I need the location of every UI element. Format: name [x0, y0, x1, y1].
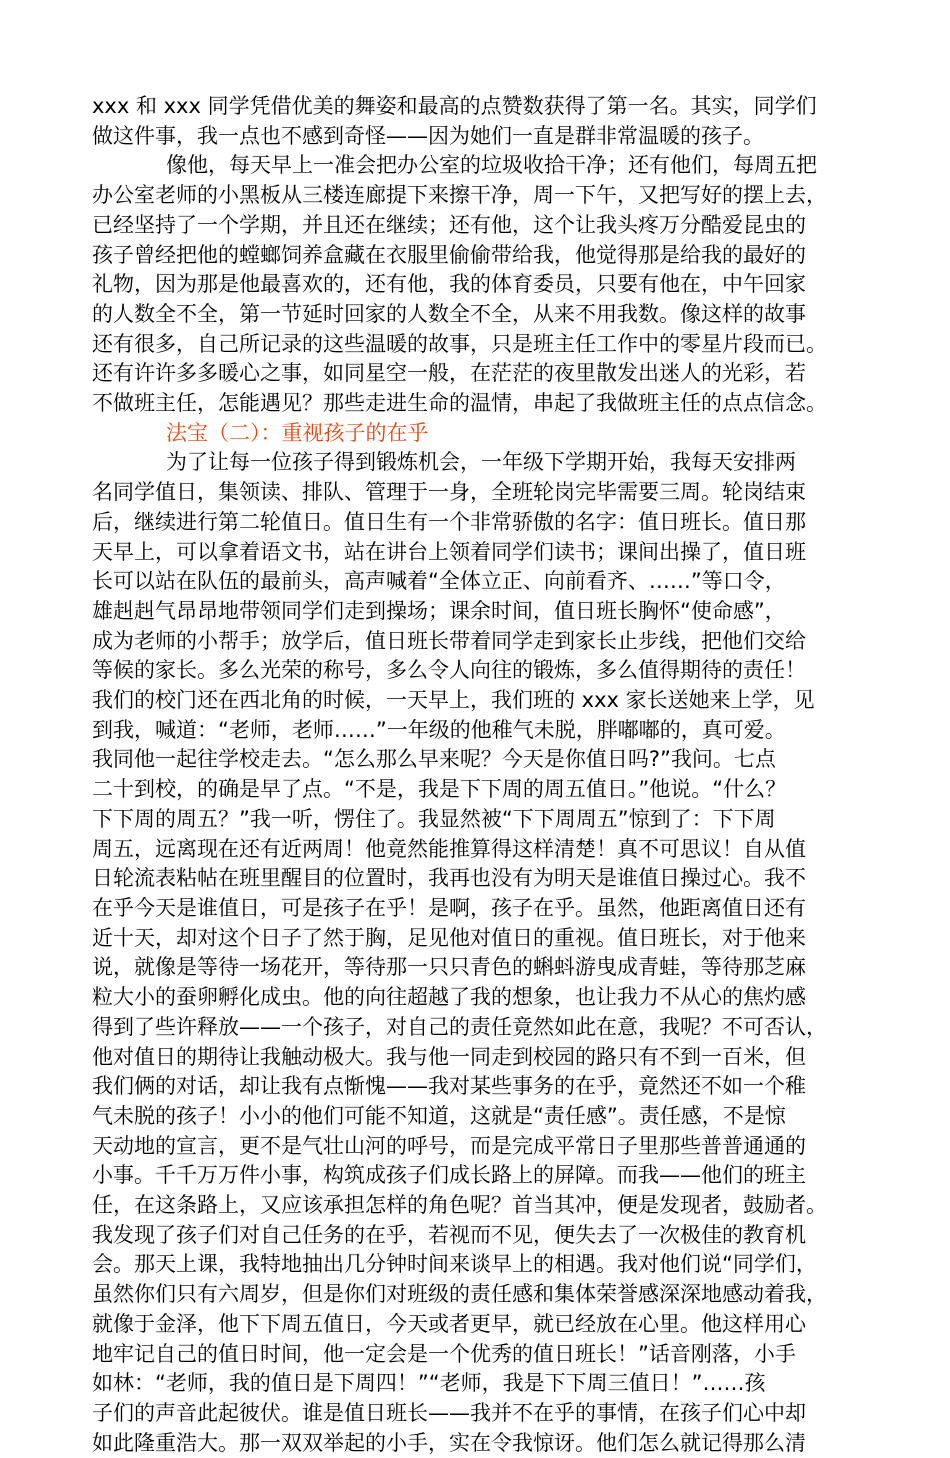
text-line: 我们俩的对话，却让我有点惭愧——我对某些事务的在乎，竟然还不如一个稚	[92, 1074, 806, 1099]
text-line: 就像于金泽，他下下周五值日，今天或者更早，就已经放在心里。他这样用心	[92, 1311, 806, 1336]
text-line: 办公室老师的小黑板从三楼连廊提下来擦干净，周一下午，又把写好的摆上去，	[92, 183, 827, 208]
text-line: 孩子曾经把他的螳螂饲养盒藏在衣服里偷偷带给我，他觉得那是给我的最好的	[92, 242, 806, 267]
text-line: 在乎今天是谁值日，可是孩子在乎！是啊，孩子在乎。虽然，他距离值日还有	[92, 895, 806, 920]
text-line: 还有许许多多暖心之事，如同星空一般，在茫茫的夜里散发出迷人的光彩，若	[92, 361, 806, 386]
text-line: 后，继续进行第二轮值日。值日生有一个非常骄傲的名字：值日班长。值日那	[92, 509, 806, 534]
text-line: 近十天，却对这个日子了然于胸，足见他对值日的重视。值日班长，对于他来	[92, 925, 806, 950]
text-line: 周五，远离现在还有近两周！他竟然能推算得这样清楚！真不可思议！自从值	[92, 836, 806, 861]
paragraph-1	[92, 92, 864, 151]
text-line: 礼物，因为那是他最喜欢的，还有他，我的体育委员，只要有他在，中午回家	[92, 272, 806, 297]
text-line: 还有很多，自己所记录的这些温暖的故事，只是班主任工作中的零星片段而已。	[92, 331, 827, 356]
paragraph-3	[92, 448, 864, 1458]
text-line: 等候的家长。多么光荣的称号，多么令人向往的锻炼，多么值得期待的责任！	[92, 658, 806, 683]
text-line: 为了让每一位孩子得到锻炼机会，一年级下学期开始，我每天安排两	[166, 450, 796, 475]
document-page	[92, 92, 864, 1458]
text-line: 小事。千千万万件小事，构筑成孩子们成长路上的屏障。而我——他们的班主	[92, 1163, 806, 1188]
text-line: 粒大小的蚕卵孵化成虫。他的向往超越了我的想象，也让我力不从心的焦灼感	[92, 985, 806, 1010]
text-line: 说，就像是等待一场花开，等待那一只只青色的蝌蚪游曳成青蛙，等待那芝麻	[92, 955, 806, 980]
text-line: 不做班主任，怎能遇见？那些走进生命的温情，串起了我做班主任的点点信念。	[92, 391, 827, 416]
paragraph-2	[92, 151, 864, 418]
section-heading: 法宝（二）：重视孩子的在乎	[166, 420, 429, 445]
text-line: 已经坚持了一个学期，并且还在继续；还有他，这个让我头疼万分酷爱昆虫的	[92, 212, 806, 237]
text-line: 如此隆重浩大。那一双双举起的小手，实在令我惊讶。他们怎么就记得那么清	[92, 1430, 806, 1455]
text-line: 雄赳赳气昂昂地带领同学们走到操场；课余时间，值日班长胸怀“使命感”，	[92, 598, 786, 623]
text-line: 我发现了孩子们对自己任务的在乎，若视而不见，便失去了一次极佳的教育机	[92, 1222, 806, 1247]
text-line: 地牢记自己的值日时间，他一定会是一个优秀的值日班长！”话音刚落，小手	[92, 1341, 796, 1366]
text-line: 他对值日的期待让我触动极大。我与他一同走到校园的路只有不到一百米，但	[92, 1044, 806, 1069]
text-line: 下下周的周五？”我一听，愣住了。我显然被“下下周周五”惊到了：下下周	[92, 806, 776, 831]
text-line: 会。那天上课，我特地抽出几分钟时间来谈早上的相遇。我对他们说“同学们，	[92, 1252, 817, 1277]
text-line: 长可以站在队伍的最前头，高声喊着“全体立正、向前看齐、……”等口令，	[92, 569, 786, 594]
text-line: 成为老师的小帮手；放学后，值日班长带着同学走到家长止步线，把他们交给	[92, 628, 806, 653]
text-line: 如林：“老师，我的值日是下周四！”“老师，我是下下周三值日！”……孩	[92, 1371, 766, 1396]
text-line: 气未脱的孩子！小小的他们可能不知道，这就是“责任感”。责任感，不是惊	[92, 1103, 786, 1128]
text-line: 虽然你们只有六周岁，但是你们对班级的责任感和集体荣誉感深深地感动着我，	[92, 1282, 827, 1307]
text-line: xxx 和 xxx 同学凭借优美的舞姿和最高的点赞数获得了第一名。其实，同学们	[92, 94, 817, 118]
text-line: 天早上，可以拿着语文书，站在讲台上领着同学们读书；课间出操了，值日班	[92, 539, 806, 564]
text-line: 名同学值日，集领读、排队、管理于一身，全班轮岗完毕需要三周。轮岗结束	[92, 480, 806, 505]
text-line: 日轮流表粘帖在班里醒目的位置时，我再也没有为明天是谁值日操过心。我不	[92, 866, 806, 891]
text-line: 到我，喊道：“老师，老师……”一年级的他稚气未脱，胖嘟嘟的，真可爱。	[92, 717, 786, 742]
text-line: 任，在这条路上，又应该承担怎样的角色呢？首当其冲，便是发现者，鼓励者。	[92, 1193, 827, 1218]
text-line: 我同他一起往学校走去。“怎么那么早来呢？今天是你值日吗?”我问。七点	[92, 747, 776, 772]
text-line: 二十到校，的确是早了点。“不是，我是下下周的周五值日。”他说。“什么？	[92, 777, 787, 802]
text-line: 我们的校门还在西北角的时候，一天早上，我们班的 xxx 家长送她来上学，见	[92, 688, 815, 713]
text-line: 的人数全不全，第一节延时回家的人数全不全，从来不用我数。像这样的故事	[92, 301, 806, 326]
text-line: 天动地的宣言，更不是气壮山河的呼号，而是完成平常日子里那些普普通通的	[92, 1133, 806, 1158]
text-line: 做这件事，我一点也不感到奇怪——因为她们一直是群非常温暖的孩子。	[92, 123, 764, 148]
text-line: 子们的声音此起彼伏。谁是值日班长——我并不在乎的事情，在孩子们心中却	[92, 1400, 806, 1425]
text-line: 得到了些许释放——一个孩子，对自己的责任竟然如此在意，我呢？不可否认，	[92, 1014, 827, 1039]
text-line: 像他，每天早上一准会把办公室的垃圾收拾干净；还有他们，每周五把	[166, 153, 817, 178]
